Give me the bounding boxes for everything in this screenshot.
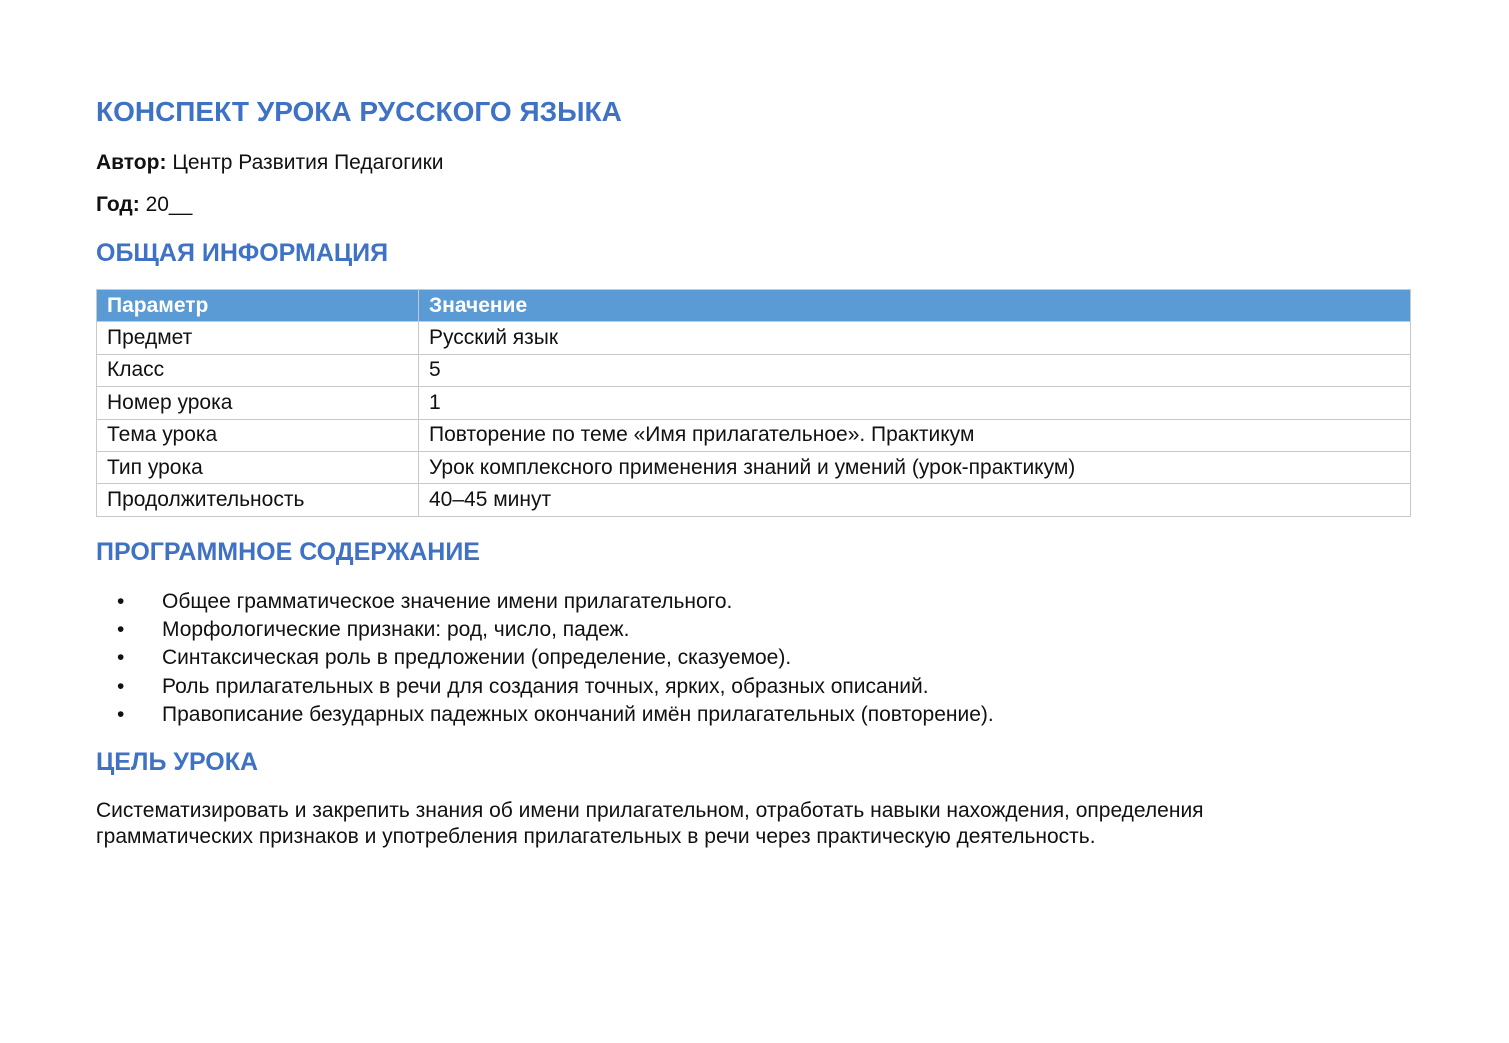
table-cell-value: 5 xyxy=(419,354,1411,386)
table-row xyxy=(97,322,1411,354)
bullet-icon: • xyxy=(117,618,125,642)
list-item xyxy=(96,616,994,644)
table-cell-parameter: Класс xyxy=(97,354,419,386)
list-item xyxy=(96,588,994,616)
section-heading-program-content: ПРОГРАММНОЕ СОДЕРЖАНИЕ xyxy=(96,538,480,566)
list-item xyxy=(96,673,994,701)
table-cell-value: 1 xyxy=(419,387,1411,419)
section-heading-general-info: ОБЩАЯ ИНФОРМАЦИЯ xyxy=(96,239,389,267)
document-title: КОНСПЕКТ УРОКА РУССКОГО ЯЗЫКА xyxy=(96,96,622,127)
list-item-text: Морфологические признаки: род, число, падеж. xyxy=(162,618,630,642)
table-row xyxy=(97,387,1411,419)
list-item-text: Общее грамматическое значение имени прилагательного. xyxy=(162,590,733,613)
year-label: Год: xyxy=(96,193,140,216)
table-cell-parameter: Продолжительность xyxy=(97,484,419,516)
table-cell-parameter: Тема урока xyxy=(97,419,419,451)
year-value: 20__ xyxy=(145,193,193,216)
author-value: Центр Развития Педагогики xyxy=(172,151,444,174)
bullet-icon: • xyxy=(117,674,125,698)
table-header-row xyxy=(97,290,1411,322)
table-header-cell: Значение xyxy=(419,290,1411,322)
list-item-text: Роль прилагательных в речи для создания точных, ярких, образных описаний. xyxy=(162,674,929,698)
list-item xyxy=(96,644,994,672)
bullet-icon: • xyxy=(117,646,125,670)
year-line xyxy=(96,193,192,217)
table-row xyxy=(97,484,1411,516)
list-item-text: Синтаксическая роль в предложении (определение, сказуемое). xyxy=(162,646,792,670)
table-cell-value: Русский язык xyxy=(419,322,1411,354)
table-cell-value: Повторение по теме «Имя прилагательное». Практикум xyxy=(419,419,1411,451)
table-cell-parameter: Тип урока xyxy=(97,451,419,483)
table-header-cell: Параметр xyxy=(97,290,419,322)
list-item-text: Правописание безударных падежных окончаний имён прилагательных (повторение). xyxy=(162,702,994,726)
general-info-table xyxy=(96,289,1411,517)
table-cell-value: 40–45 минут xyxy=(419,484,1411,516)
section-heading-lesson-goal: ЦЕЛЬ УРОКА xyxy=(96,748,259,776)
bullet-icon: • xyxy=(117,590,125,613)
list-item xyxy=(96,701,994,729)
table-row xyxy=(97,354,1411,386)
table-cell-parameter: Предмет xyxy=(97,322,419,354)
table-row xyxy=(97,451,1411,483)
table-row xyxy=(97,419,1411,451)
table-cell-value: Урок комплексного применения знаний и умений (урок-практикум) xyxy=(419,451,1411,483)
author-label: Автор: xyxy=(96,151,167,174)
table-cell-parameter: Номер урока xyxy=(97,387,419,419)
program-content-list xyxy=(96,588,994,729)
lesson-goal-text: Систематизировать и закрепить знания об имени прилагательном, отработать навыки нахождения, определения грамматических признаков и употребления прилагательных в речи через практическую деятельность. xyxy=(96,799,1204,848)
bullet-icon: • xyxy=(117,702,125,726)
author-line xyxy=(96,151,444,175)
